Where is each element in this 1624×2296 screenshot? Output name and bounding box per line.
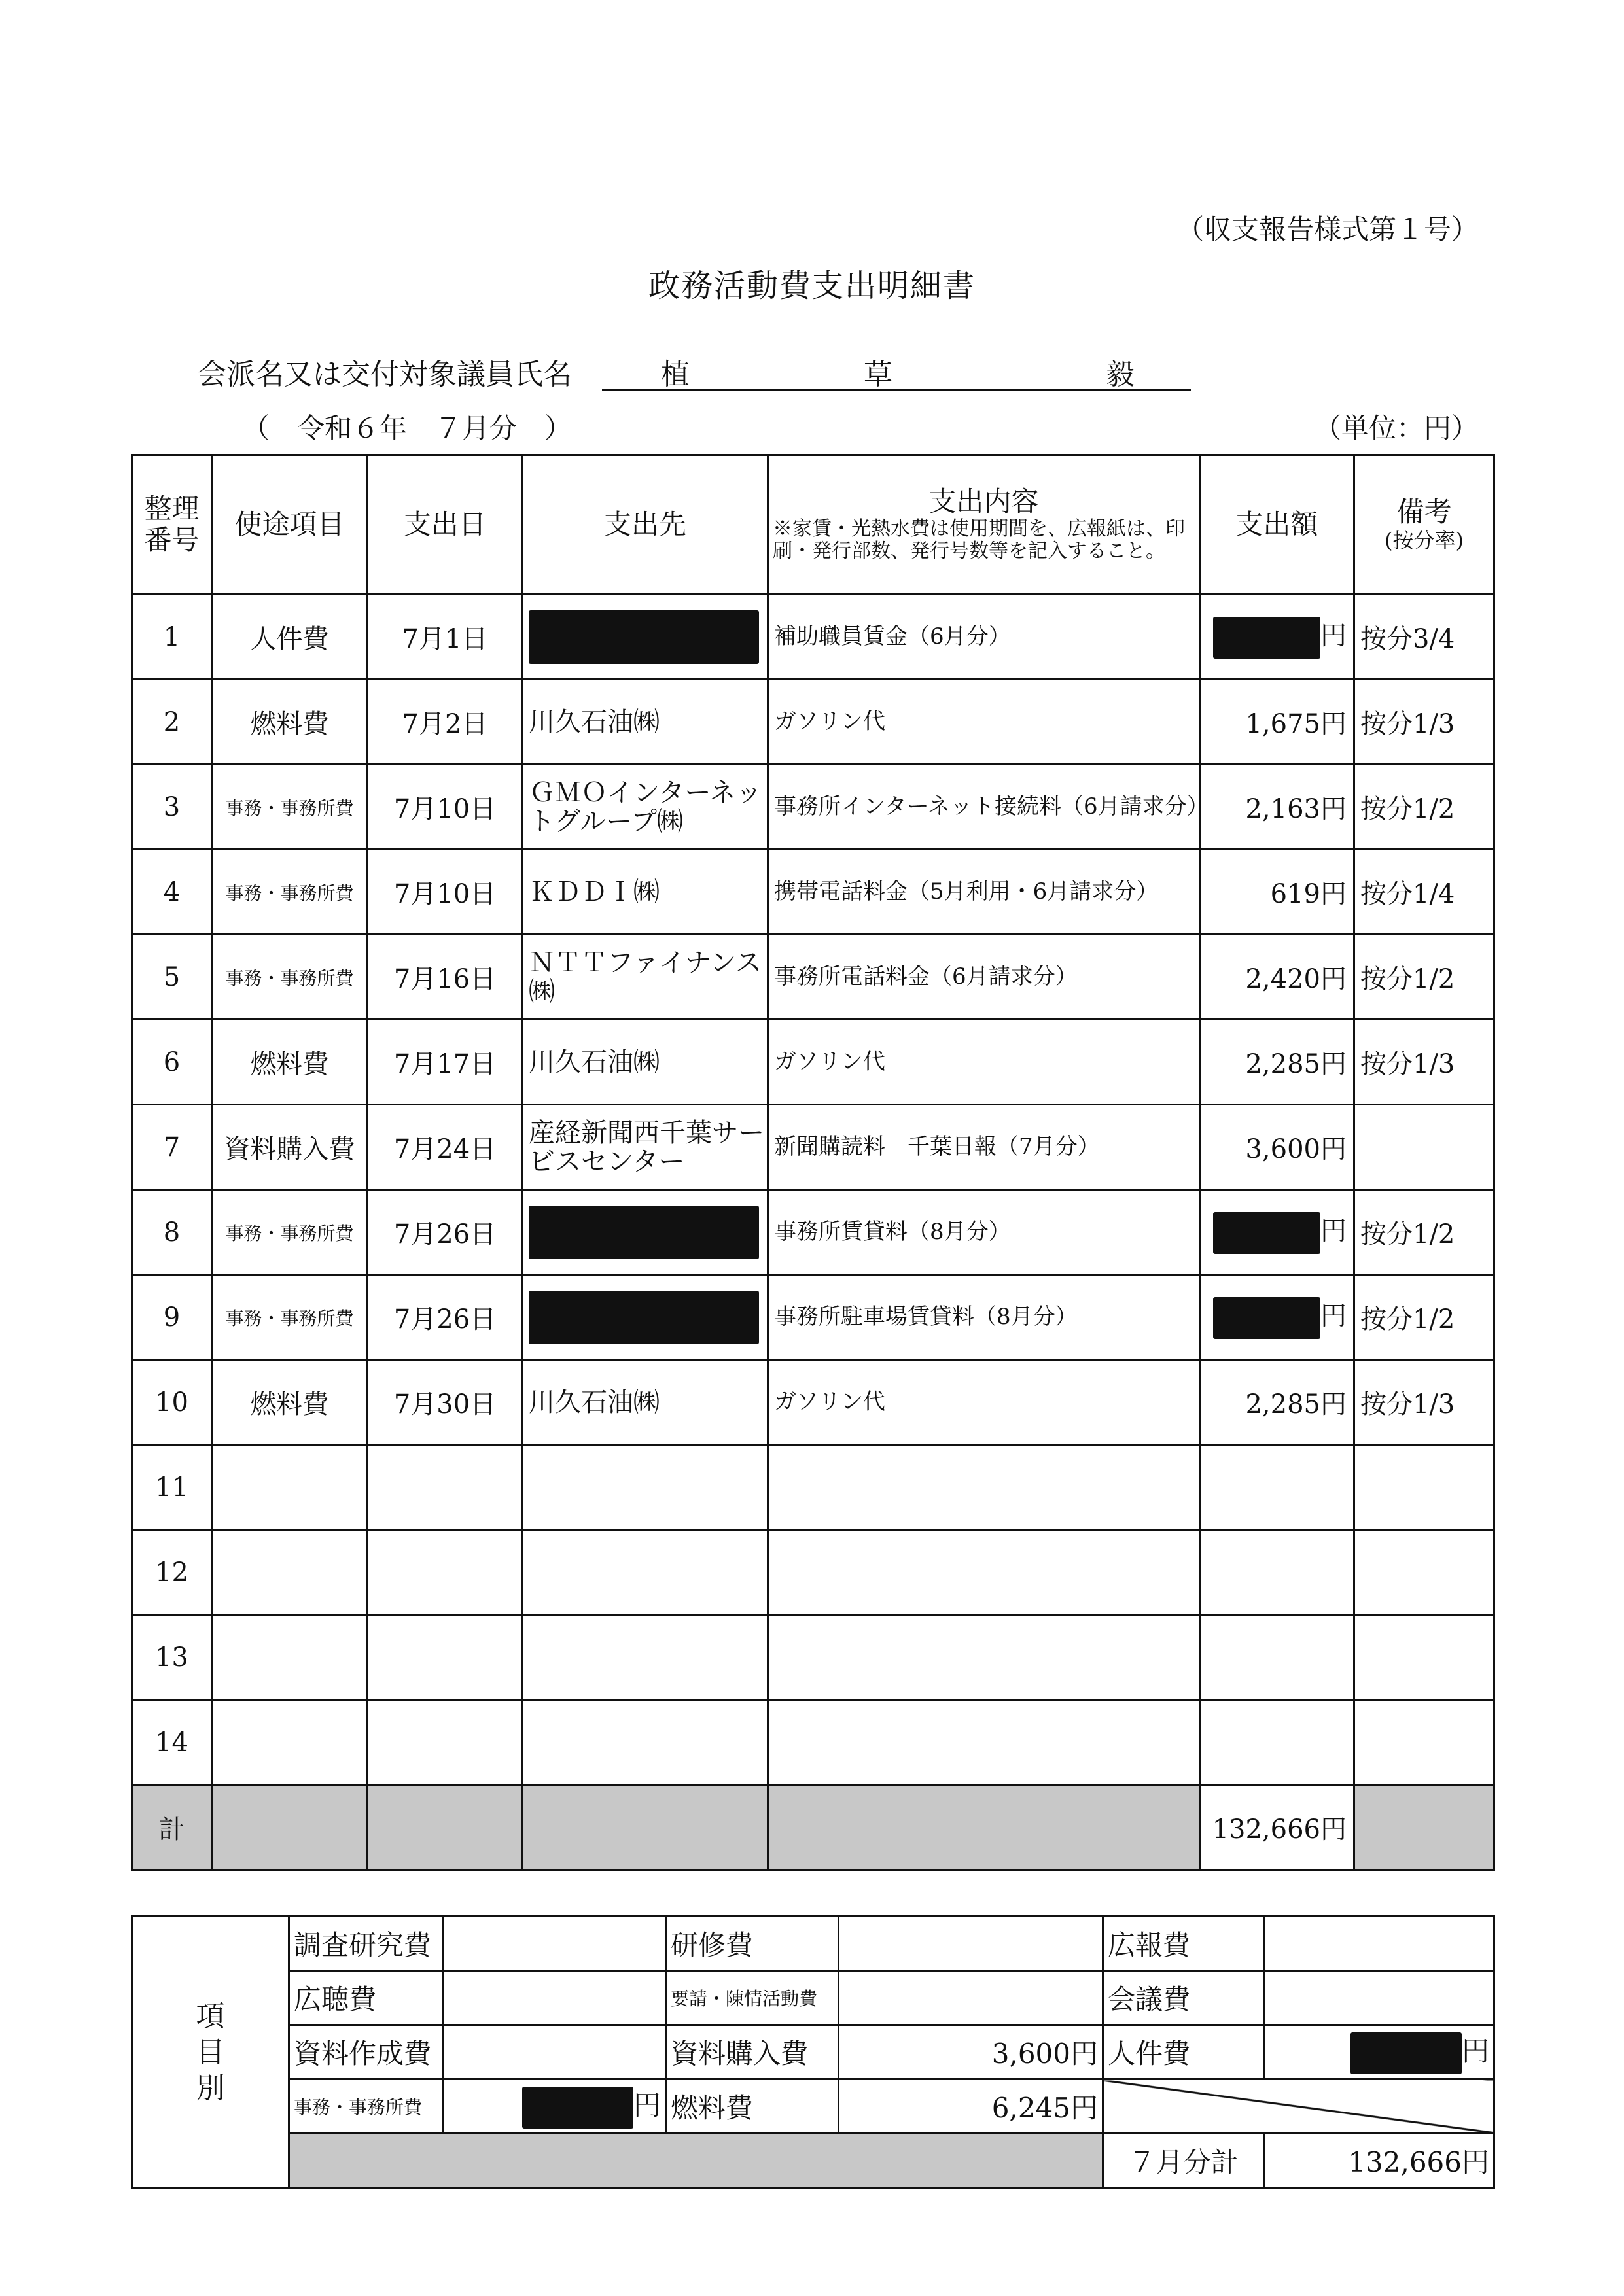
cell-no-text: 1 [163,621,181,652]
cell-content-text: 新聞購読料 千葉日報（7月分） [774,1134,1100,1160]
table-row [132,1445,1494,1530]
cell-date-text: 7月24日 [393,1134,497,1164]
table-header-row [132,455,1494,595]
cell-content [768,1105,1200,1190]
header-content-title: 支出内容 [928,485,1039,518]
cell-amount [1200,1105,1354,1190]
cell-amount [1200,1700,1354,1785]
cell-vendor [523,1615,768,1700]
total-row [132,1785,1494,1870]
summary-row [132,1971,1494,2025]
cell-date [368,1105,523,1190]
cell-remarks-text: 按分1/2 [1360,964,1455,994]
header-no: 整理 番号 [132,455,212,595]
total-blank [523,1785,768,1870]
redaction-block [529,1291,759,1344]
cell-date-text: 7月10日 [393,794,497,824]
cell-vendor-text: ＧＭＯインターネットグループ㈱ [529,777,762,837]
summary-value [444,2025,666,2079]
cell-category [212,1530,368,1615]
summary-diagonal-blank [1103,2079,1494,2134]
table-row [132,1360,1494,1445]
cell-no [132,935,212,1020]
cell-content [768,1530,1200,1615]
table-row [132,1020,1494,1105]
cell-vendor [523,1360,768,1445]
header-date: 支出日 [368,455,523,595]
cell-date [368,1530,523,1615]
cell-amount [1200,1360,1354,1445]
cell-date [368,1445,523,1530]
cell-content [768,680,1200,765]
cell-no [132,1275,212,1360]
cell-date [368,765,523,850]
cell-category-text: 事務・事務所費 [225,1307,354,1329]
cell-no [132,1020,212,1105]
cell-date [368,850,523,935]
cell-vendor-text: 川久石油㈱ [529,1047,660,1077]
cell-amount [1200,1530,1354,1615]
cell-remarks [1354,595,1494,680]
cell-category-text: 燃料費 [250,1389,329,1419]
summary-row [132,2079,1494,2134]
summary-label: 資料購入費 [666,2025,839,2079]
cell-vendor [523,1105,768,1190]
cell-no-text: 7 [163,1132,181,1162]
summary-grey-blank [289,2134,1103,2188]
header-vendor: 支出先 [523,455,768,595]
summary-value-redacted [1264,2025,1494,2079]
cell-vendor [523,850,768,935]
summary-value-redacted [444,2079,666,2134]
cell-no [132,1360,212,1445]
table-row [132,680,1494,765]
cell-category-text: 事務・事務所費 [225,882,354,904]
cell-date [368,680,523,765]
cell-content-text: 携帯電話料金（5月利用・6月請求分） [774,878,1159,905]
cell-remarks-text: 按分1/3 [1360,709,1455,739]
cell-category [212,595,368,680]
member-label: 会派名又は交付対象議員氏名 [198,358,572,391]
cell-date [368,1020,523,1105]
cell-vendor-text: ＫＤＤＩ㈱ [529,877,660,907]
total-blank [368,1785,523,1870]
summary-label: 研修費 [666,1917,839,1971]
cell-date-text: 7月10日 [393,879,497,909]
redaction-block [522,2087,633,2129]
cell-remarks-text: 按分3/4 [1360,624,1455,654]
cell-content [768,1275,1200,1360]
cell-category [212,1360,368,1445]
cell-category-text: 燃料費 [250,1049,329,1079]
member-name-part: 草 [864,358,892,391]
cell-date [368,1615,523,1700]
summary-label: 要請・陳情活動費 [666,1971,839,2025]
cell-amount-text: 619円 [1270,879,1347,909]
cell-category [212,680,368,765]
cell-date-text: 7月2日 [402,709,488,739]
cell-amount [1200,680,1354,765]
cell-no [132,1445,212,1530]
cell-amount [1200,1020,1354,1105]
summary-value: 6,245円 [839,2079,1103,2134]
cell-content-text: ガソリン代 [774,1049,885,1075]
cell-no [132,1530,212,1615]
cell-vendor-text: 川久石油㈱ [529,706,660,737]
header-content [768,455,1200,595]
summary-label: 燃料費 [666,2079,839,2134]
summary-label: 会議費 [1103,1971,1264,2025]
cell-remarks [1354,850,1494,935]
unit-label: （単位：円） [1313,412,1479,444]
cell-content [768,1445,1200,1530]
cell-content [768,1020,1200,1105]
cell-no-text: 10 [155,1387,188,1418]
cell-no-text: 11 [155,1472,188,1503]
cell-amount-text: 円 [1320,1216,1347,1246]
cell-vendor [523,1275,768,1360]
cell-date-text: 7月30日 [393,1389,497,1419]
redaction-block [1350,2032,1462,2074]
cell-content-text: 事務所賃貸料（8月分） [774,1219,1011,1245]
cell-content [768,850,1200,935]
header-category: 使途項目 [212,455,368,595]
cell-date [368,935,523,1020]
cell-category [212,850,368,935]
header-remarks-title: 備考 [1396,496,1452,529]
cell-date-text: 7月26日 [393,1219,497,1249]
cell-remarks [1354,1020,1494,1105]
cell-date [368,1700,523,1785]
total-blank [212,1785,368,1870]
report-period: （ 令和６年 ７月分 ） [242,412,573,444]
table-row [132,595,1494,680]
cell-vendor [523,935,768,1020]
summary-label: 調査研究費 [289,1917,444,1971]
summary-value: 円 [1461,2035,1489,2067]
redaction-block [529,610,759,664]
cell-content [768,1360,1200,1445]
cell-no [132,1190,212,1275]
cell-category [212,765,368,850]
summary-value [839,1971,1103,2025]
redaction-block [529,1206,759,1259]
cell-no [132,765,212,850]
cell-remarks [1354,935,1494,1020]
cell-category [212,1105,368,1190]
summary-value: 3,600円 [839,2025,1103,2079]
redaction-block [1213,1297,1320,1339]
summary-side-label: 項 目 別 [132,1917,289,2188]
cell-amount-text: 3,600円 [1245,1134,1347,1164]
table-row [132,1615,1494,1700]
summary-label: 事務・事務所費 [289,2079,444,2134]
cell-vendor [523,595,768,680]
cell-content [768,1190,1200,1275]
cell-date [368,1275,523,1360]
header-content-note: ※家賃・光熱水費は使用期間を、広報紙は、印刷・発行部数、発行号数等を記入すること。 [773,517,1185,563]
cell-remarks [1354,1360,1494,1445]
total-blank [1354,1785,1494,1870]
document-title: 政務活動費支出明細書 [648,268,976,304]
summary-row [132,2025,1494,2079]
cell-remarks-text: 按分1/3 [1360,1049,1455,1079]
summary-label: 広報費 [1103,1917,1264,1971]
cell-remarks [1354,1105,1494,1190]
cell-vendor [523,680,768,765]
cell-no-text: 13 [155,1642,188,1673]
cell-content-text: 事務所電話料金（6月請求分） [774,964,1078,990]
member-name-part: 毅 [1106,358,1135,391]
category-summary-table [131,1915,1495,2189]
table-row [132,1105,1494,1190]
expense-table [131,454,1495,1871]
cell-remarks [1354,1190,1494,1275]
summary-label: 資料作成費 [289,2025,444,2079]
cell-vendor [523,1530,768,1615]
summary-value [444,1917,666,1971]
summary-value [1264,1971,1494,2025]
form-number: （収支報告様式第１号） [1176,213,1479,245]
cell-content [768,935,1200,1020]
cell-remarks [1354,1700,1494,1785]
cell-content-text: ガソリン代 [774,708,885,735]
cell-category-text: 人件費 [250,624,329,654]
cell-category [212,1615,368,1700]
cell-content-text: 事務所インターネット接続料（6月請求分） [774,793,1209,820]
cell-category-text: 燃料費 [250,709,329,739]
cell-date-text: 7月1日 [402,624,488,654]
cell-remarks [1354,1530,1494,1615]
summary-label: 人件費 [1103,2025,1264,2079]
cell-category-text: 事務・事務所費 [225,797,354,819]
cell-category [212,935,368,1020]
month-total-value: 132,666円 [1264,2134,1494,2188]
cell-amount-text: 1,675円 [1245,709,1347,739]
cell-vendor [523,1020,768,1105]
cell-content-text: 事務所駐車場賃貸料（8月分） [774,1304,1078,1331]
summary-total-row [132,2134,1494,2188]
cell-amount-text: 2,163円 [1245,794,1347,824]
cell-content-text: ガソリン代 [774,1389,885,1416]
table-row [132,850,1494,935]
cell-no [132,1700,212,1785]
cell-date-text: 7月17日 [393,1049,497,1079]
cell-amount-text: 2,285円 [1245,1049,1347,1079]
summary-value [444,1971,666,2025]
cell-amount [1200,1190,1354,1275]
redaction-block [1213,617,1320,659]
cell-remarks-text: 按分1/2 [1360,1219,1455,1249]
cell-amount-text: 円 [1320,621,1347,651]
cell-category [212,1190,368,1275]
cell-amount-text: 円 [1320,1301,1347,1331]
cell-vendor [523,1700,768,1785]
cell-amount-text: 2,420円 [1245,964,1347,994]
header-remarks-sub: (按分率) [1385,527,1464,553]
cell-no [132,595,212,680]
cell-date-text: 7月26日 [393,1304,497,1334]
cell-no [132,680,212,765]
cell-remarks-text: 按分1/2 [1360,1304,1455,1334]
table-row [132,1275,1494,1360]
table-row [132,1190,1494,1275]
table-row [132,765,1494,850]
cell-amount-text: 2,285円 [1245,1389,1347,1419]
cell-content [768,1615,1200,1700]
cell-content [768,595,1200,680]
cell-no-text: 8 [163,1217,181,1247]
cell-vendor-text: 川久石油㈱ [529,1387,660,1418]
cell-remarks-text: 按分1/2 [1360,794,1455,824]
redaction-block [1213,1212,1320,1254]
cell-no-text: 14 [155,1727,188,1758]
cell-amount [1200,850,1354,935]
cell-vendor [523,765,768,850]
summary-row [132,1917,1494,1971]
cell-no [132,850,212,935]
total-amount: 132,666円 [1200,1785,1354,1870]
cell-vendor [523,1445,768,1530]
cell-date [368,1190,523,1275]
cell-category-text: 資料購入費 [224,1134,355,1164]
cell-remarks [1354,765,1494,850]
member-name-part: 植 [661,358,690,391]
cell-vendor [523,1190,768,1275]
cell-amount [1200,765,1354,850]
cell-no-text: 2 [163,706,181,737]
cell-no-text: 4 [163,877,181,907]
summary-value [839,1917,1103,1971]
month-total-label: ７月分計 [1103,2134,1264,2188]
cell-no [132,1615,212,1700]
cell-category-text: 事務・事務所費 [225,1222,354,1244]
cell-remarks-text: 按分1/4 [1360,879,1455,909]
summary-value: 円 [633,2089,661,2121]
cell-remarks [1354,680,1494,765]
member-name [602,351,1191,391]
cell-no-text: 12 [155,1557,188,1588]
cell-category [212,1700,368,1785]
cell-amount [1200,1615,1354,1700]
cell-date-text: 7月16日 [393,964,497,994]
cell-remarks [1354,1615,1494,1700]
cell-vendor-text: ＮＴＴファイナンス㈱ [529,947,762,1007]
table-row [132,1530,1494,1615]
total-label: 計 [132,1785,212,1870]
cell-vendor-text: 産経新聞西千葉サービスセンター [529,1117,764,1177]
summary-value [1264,1917,1494,1971]
table-row [132,935,1494,1020]
cell-amount [1200,1275,1354,1360]
cell-category [212,1445,368,1530]
cell-date [368,1360,523,1445]
cell-remarks [1354,1445,1494,1530]
cell-date [368,595,523,680]
cell-no-text: 5 [163,962,181,992]
cell-content [768,1700,1200,1785]
header-amount: 支出額 [1200,455,1354,595]
cell-no-text: 3 [163,791,181,822]
cell-category [212,1020,368,1105]
cell-no-text: 9 [163,1302,181,1332]
cell-no-text: 6 [163,1047,181,1077]
cell-content-text: 補助職員賃金（6月分） [774,623,1011,650]
summary-label: 広聴費 [289,1971,444,2025]
header-remarks [1354,455,1494,595]
cell-content [768,765,1209,850]
cell-amount [1200,595,1354,680]
cell-amount [1200,935,1354,1020]
table-row [132,1700,1494,1785]
cell-remarks-text: 按分1/3 [1360,1389,1455,1419]
cell-no [132,1105,212,1190]
cell-amount [1200,1445,1354,1530]
cell-remarks [1354,1275,1494,1360]
total-blank [768,1785,1200,1870]
cell-category [212,1275,368,1360]
cell-category-text: 事務・事務所費 [225,967,354,989]
